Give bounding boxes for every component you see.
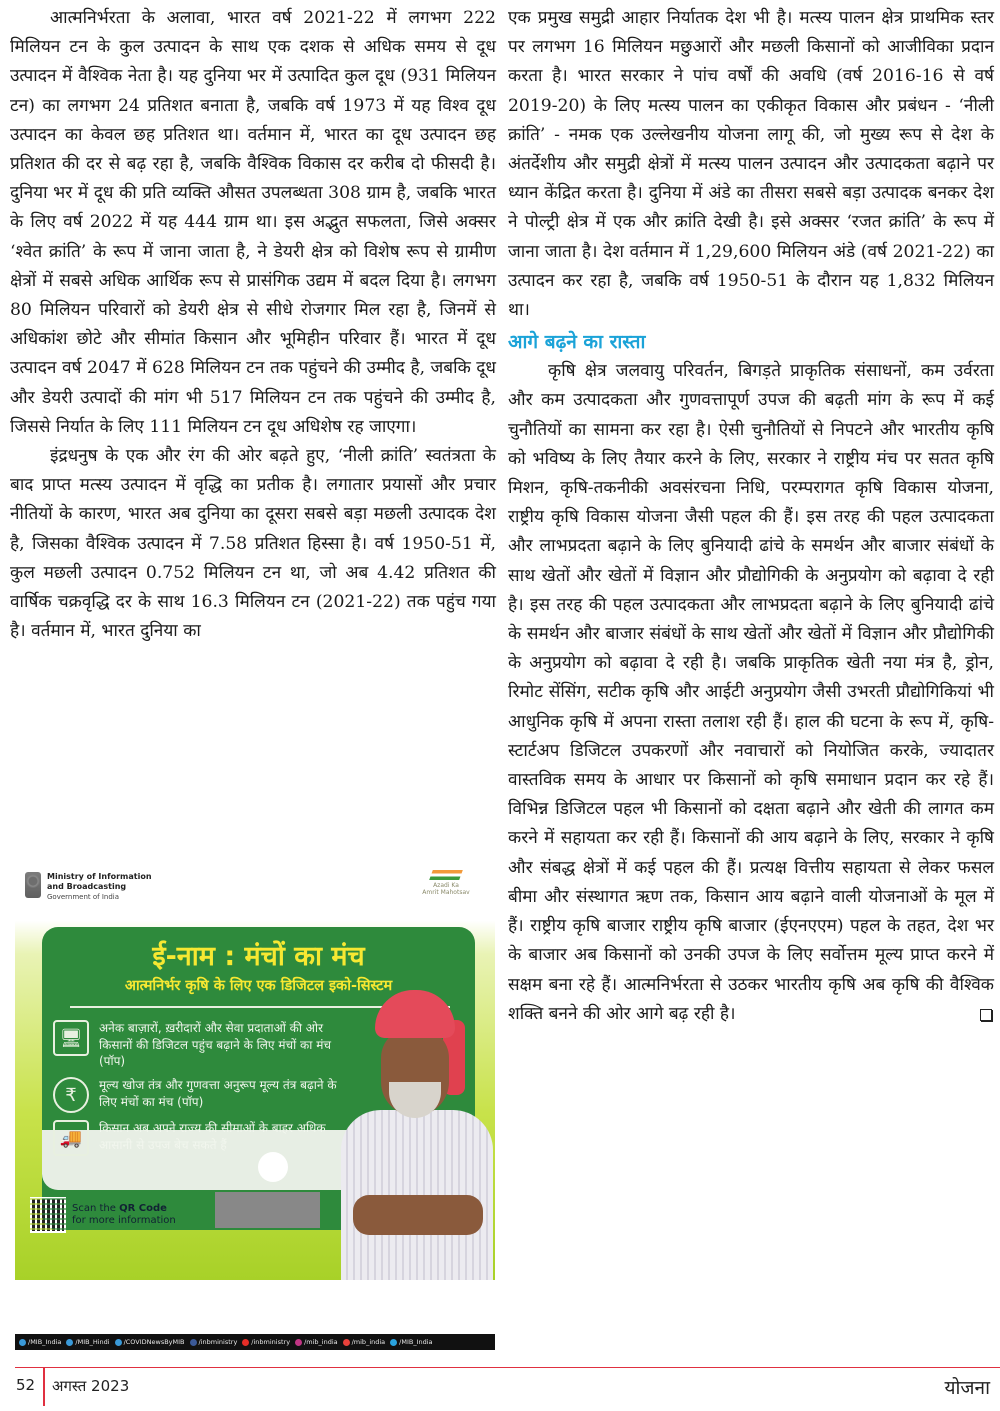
social-handle: /inbministry: [251, 1338, 291, 1346]
computer-screen-icon: 🖥: [53, 1020, 89, 1056]
social-handle: /MIB_India: [399, 1338, 433, 1346]
ministry-logo: [25, 872, 152, 902]
qr-caption-line2: for more information: [72, 1215, 176, 1226]
enam-advertisement: [15, 862, 495, 1280]
farmer-photo: [333, 990, 493, 1280]
social-link[interactable]: [343, 1338, 386, 1346]
footer-rule: [15, 1367, 1000, 1368]
social-link[interactable]: [390, 1338, 432, 1346]
paragraph-blue-revolution: इंद्रधनुष के एक और रंग की ओर बढ़ते हुए, ‘नीली क्रांति’ स्वतंत्रता के बाद प्राप्त मत्स्य उत्पादन में वृद्धि का प्रतीक है। लगातार प्रयासों और प्रचार नीतियों के कारण, भारत अब दुनिया का दूसरा सबसे बड़ा मछली उत्पादक देश है, जिसका वैश्विक उत्पादन में 7.58 प्रतिशत हिस्सा है। वर्ष 1950-51 में, कुल मछली उत्पादन 0.752 मिलियन टन था, जो अब 4.42 प्रतिशत की वार्षिक चक्रवृद्धि दर के साथ 16.3 मिलियन टन (2021-22) तक पहुंच गया है। वर्तमान में, भारत दुनिया का: [10, 446, 496, 642]
azadi-ka-amrit-mahotsav-logo: [415, 870, 477, 896]
qr-caption-prefix: Scan the: [72, 1203, 120, 1214]
delivery-truck-icon: 🚚: [53, 1120, 89, 1156]
monitor-camera-dot: [258, 1152, 288, 1182]
social-link[interactable]: [190, 1338, 238, 1346]
paragraph-dairy: आत्मनिर्भरता के अलावा, भारत वर्ष 2021-22 में लगभग 222 मिलियन टन के कुल उत्पादन के साथ एक दशक से अधिक समय से दूध उत्पादन में वैश्विक नेता है। यह दुनिया भर में उत्पादित कुल दूध (931 मिलियन टन) का लगभग 24 प्रतिशत बनाता है, जबकि वर्ष 1973 में यह विश्व दूध उत्पादन का केवल छह प्रतिशत था। वर्तमान में, भारत का दूध उत्पादन छह प्रतिशत की दर से बढ़ रहा है, जबकि वैश्विक विकास दर करीब दो फीसदी है। दुनिया भर में दूध की प्रति व्यक्ति औसत उपलब्धता 308 ग्राम है, जबकि भारत के लिए वर्ष 2022 में यह 444 ग्राम था। इस अद्भुत सफलता, जिसे अक्सर ‘श्वेत क्रांति’ के रूप में जाना जाता है, ने डेयरी क्षेत्र को विशेष रूप से ग्रामीण क्षेत्रों में सबसे अधिक आर्थिक रूप से प्रासंगिक उद्यम में बदल दिया है। लगभग 80 मिलियन परिवारों को डेयरी क्षेत्र से सीधे रोजगार मिल रहा है, जिनमें से अधिकांश छोटे और सीमांत किसान और भूमिहीन परिवार हैं। भारत में दूध उत्पादन वर्ष 2047 में 628 मिलियन टन तक पहुंचने की उम्मीद है, जबकि दूध और डेयरी उत्पादों की मांग भी 517 मिलियन टन तक पहुंचने की उम्मीद है, जिससे निर्यात के लिए 111 मिलियन टन दूध अधिशेष रह जाएगा।: [10, 8, 496, 437]
footer-vertical-rule: [43, 1368, 45, 1406]
social-link[interactable]: [242, 1338, 290, 1346]
instagram-icon: [295, 1339, 302, 1346]
social-link[interactable]: [19, 1338, 61, 1346]
facebook-icon: [190, 1339, 197, 1346]
youtube-icon: [242, 1339, 249, 1346]
paragraph-fisheries-poultry: एक प्रमुख समुद्री आहार निर्यातक देश भी है। मत्स्य पालन क्षेत्र प्राथमिक स्तर पर लगभग 16 मिलियन मछुआरों और मछली किसानों को आजीविका प्रदान करता है। भारत सरकार ने पांच वर्षों की अवधि (वर्ष 2016-16 से वर्ष 2019-20) के लिए मत्स्य पालन का एकीकृत विकास और प्रबंधन - ‘नीली क्रांति’ - नमक एक उल्लेखनीय योजना लागू की, जो मुख्य रूप से देश के अंतर्देशीय और समुद्री क्षेत्रों में मत्स्य पालन उत्पादन और उत्पादकता बढ़ाने पर ध्यान केंद्रित करता है। दुनिया में अंडे का तीसरा सबसे बड़ा उत्पादक बनकर देश ने पोल्ट्री क्षेत्र में एक और क्रांति देखी है। इसे अक्सर ‘रजत क्रांति’ के रूप में जाना जाता है। देश वर्तमान में 1,29,600 मिलियन अंडे (वर्ष 2021-22) का उत्पादन कर रहा है, जबकि वर्ष 1950-51 के दौरान यह 1,832 मिलियन था।: [508, 8, 994, 321]
qr-code-block[interactable]: [30, 1197, 176, 1233]
right-column: [508, 4, 994, 1029]
ministry-name-line1: Ministry of Information: [47, 872, 152, 881]
koo-icon: [343, 1339, 350, 1346]
paragraph-way-forward-text: कृषि क्षेत्र जलवायु परिवर्तन, बिगड़ते प्राकृतिक संसाधनों, कम उर्वरता और कम उत्पादकता और गुणवत्तापूर्ण उपज की बढ़ती मांग के रूप में कई चुनौतियों का सामना कर रहा है। ऐसी चुनौतियों से निपटने और भारतीय कृषि को भविष्य के लिए तैयार करने के लिए, सरकार ने राष्ट्रीय मंच पर सतत कृषि मिशन, कृषि-तकनीकी अवसंरचना निधि, परम्परागत कृषि विकास योजना, राष्ट्रीय कृषि विकास योजना जैसी पहल की हैं। इस तरह की पहल उत्पादकता और लाभप्रदता बढ़ाने के लिए बुनियादी ढांचे के समर्थन और बाजार संबंधों के साथ खेतों और खेतों में विज्ञान और प्रौद्योगिकी के अनुप्रयोग को बढ़ावा दे रही है। इस तरह की पहल उत्पादकता और लाभप्रदता बढ़ाने के लिए बुनियादी ढांचे के समर्थन और बाजार संबंधों के साथ खेतों और खेतों में विज्ञान और प्रौद्योगिकी के अनुप्रयोग को बढ़ावा दे रही है। जबकि प्राकृतिक खेती नया मंत्र है, ड्रोन, रिमोट सेंसिंग, सटीक कृषि और आईटी अनुप्रयोग जैसी उभरती प्रौद्योगिकियां भी आधुनिक कृषि में अपना रास्ता तलाश रही हैं। हाल की घटना के रूप में, कृषि-स्टार्टअप डिजिटल उपकरणों और नवाचारों को नियोजित करके, ज्यादातर वास्तविक समय के आधार पर किसानों को कृषि समाधान प्रदान कर रहे हैं। विभिन्न डिजिटल पहल भी किसानों को दक्षता बढ़ाने और खेती की लागत कम करने में सहायता कर रही हैं। किसानों की आय बढ़ाने के लिए, सरकार ने कृषि और संबद्ध क्षेत्रों में कई पहल की हैं। प्रत्यक्ष वित्तीय सहायता से लेकर फसल बीमा और संस्थागत ऋण तक, किसान आय बढ़ाने वाली योजनाओं के मूल में हैं। राष्ट्रीय कृषि बाजार राष्ट्रीय कृषि बाजार (ईएनएएम) पहल के तहत, देश भर के बाजार अब किसानों को उनकी उपज के लिए सर्वोत्तम मूल्य प्राप्त करने में सक्षम बना रहे हैं। आत्मनिर्भरता से उठकर भारतीय कृषि अब कृषि की वैश्विक शक्ति बनने की ओर आगे बढ़ रही है।: [508, 361, 994, 1024]
ad-feature-text: किसान अब अपने राज्य की सीमाओं के बाहर अधिक आसानी से उपज बेच सकते हैं: [99, 1121, 326, 1152]
azadi-line1: Azadi Ka: [433, 882, 459, 889]
magazine-name: योजना: [944, 1377, 990, 1399]
end-of-article-square-icon: [980, 1009, 992, 1021]
ministry-name-line2: and Broadcasting: [47, 882, 127, 891]
national-emblem-icon: [25, 872, 41, 898]
farmer-arms: [353, 1195, 483, 1235]
social-handle: /COVIDNewsByMIB: [123, 1338, 185, 1346]
social-handle: /mib_india: [304, 1338, 338, 1346]
ad-feature-item: [53, 1020, 353, 1070]
azadi-line2: Amrit Mahotsav: [422, 889, 470, 896]
ministry-government: Government of India: [47, 893, 120, 901]
flag-icon: [429, 870, 463, 880]
qr-caption: [72, 1203, 176, 1227]
social-handle: /MIB_India: [28, 1338, 62, 1346]
social-link[interactable]: [66, 1338, 109, 1346]
ad-feature-text: मूल्य खोज तंत्र और गुणवत्ता अनुरूप मूल्य तंत्र बढ़ाने के लिए मंचों का मंच (पॉप): [99, 1078, 337, 1109]
issue-date: अगस्त 2023: [52, 1377, 130, 1395]
page-number: 52: [16, 1376, 36, 1394]
ad-feature-item: [53, 1120, 353, 1156]
social-handle: /MIB_Hindi: [75, 1338, 110, 1346]
qr-code-icon[interactable]: [30, 1197, 66, 1233]
section-heading: आगे बढ़ने का रास्ता: [508, 331, 646, 354]
social-link[interactable]: [115, 1338, 185, 1346]
social-link[interactable]: [295, 1338, 338, 1346]
social-handle: /mib_india: [351, 1338, 386, 1346]
left-column: [10, 4, 496, 646]
twitter-icon: [66, 1339, 73, 1346]
qr-caption-bold: QR Code: [119, 1203, 167, 1214]
farmer-turban: [375, 990, 455, 1038]
money-bag-icon: ₹: [53, 1077, 89, 1113]
telegram-icon: [390, 1339, 397, 1346]
ad-subtitle: आत्मनिर्भर कृषि के लिए एक डिजिटल इको-सिस्टम: [124, 978, 393, 994]
social-media-bar: [15, 1334, 495, 1350]
twitter-icon: [19, 1339, 26, 1346]
ad-title: ई-नाम : मंचों का मंच: [152, 941, 365, 972]
paragraph-way-forward: [508, 357, 994, 1029]
twitter-icon: [115, 1339, 122, 1346]
ad-feature-item: [53, 1077, 353, 1113]
ad-feature-text: अनेक बाज़ारों, ख़रीदारों और सेवा प्रदाताओं की ओर किसानों की डिजिटल पहुंच बढ़ाने के लिए मंचों का मंच (पॉप): [99, 1021, 331, 1068]
monitor-stand: [215, 1192, 320, 1228]
social-handle: /inbministry: [198, 1338, 238, 1346]
